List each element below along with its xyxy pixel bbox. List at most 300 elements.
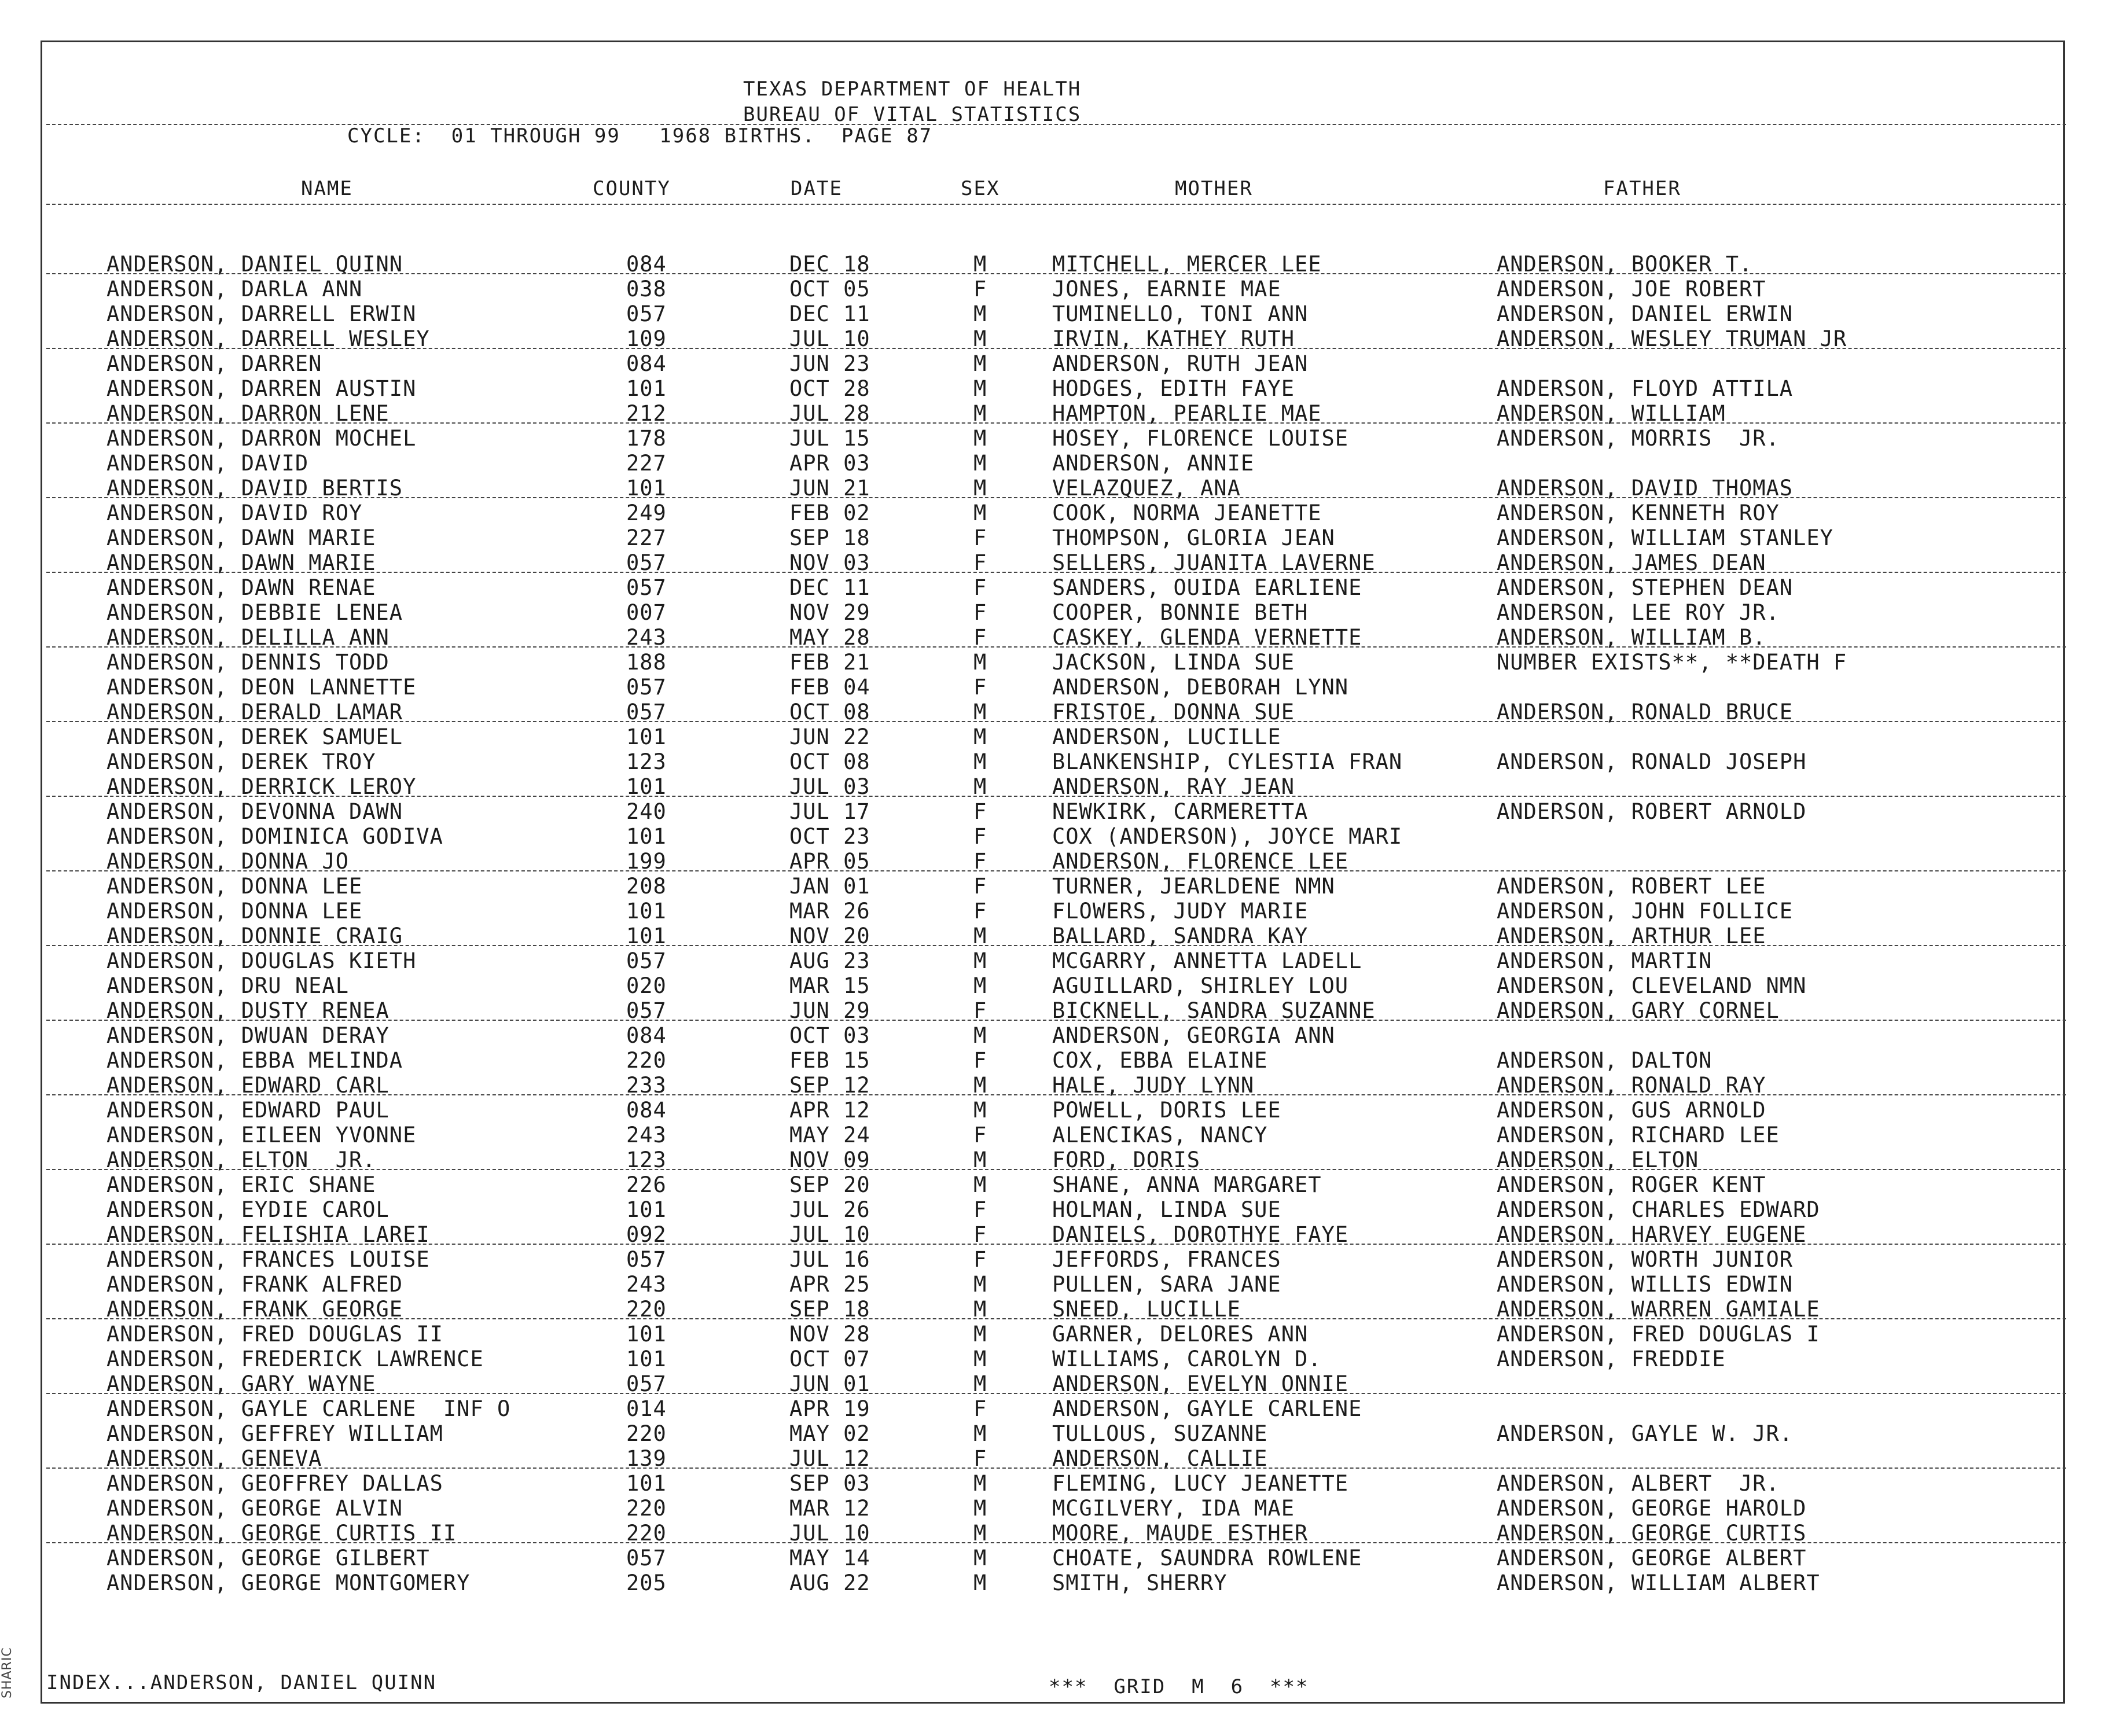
cell-name: ANDERSON, DAVID ROY bbox=[106, 501, 363, 525]
cell-sex: F bbox=[973, 550, 987, 575]
cell-name: ANDERSON, GAYLE CARLENE INF O bbox=[106, 1396, 511, 1421]
cell-sex: F bbox=[973, 1048, 987, 1073]
row-rule bbox=[46, 1094, 2066, 1095]
cell-name: ANDERSON, DRU NEAL bbox=[106, 973, 349, 998]
cell-sex: M bbox=[973, 1421, 987, 1446]
footer-grid: *** GRID M 6 *** bbox=[1049, 1675, 1309, 1698]
cell-date: APR 25 bbox=[789, 1272, 870, 1297]
cell-father: ANDERSON, JOHN FOLLICE bbox=[1497, 899, 1794, 924]
cell-county: 101 bbox=[626, 824, 667, 849]
cell-mother: FLOWERS, JUDY MARIE bbox=[1052, 899, 1309, 924]
cell-date: JUL 16 bbox=[789, 1247, 870, 1272]
cell-county: 243 bbox=[626, 1272, 667, 1297]
cell-father: ANDERSON, WORTH JUNIOR bbox=[1497, 1247, 1794, 1272]
cell-name: ANDERSON, DARRELL ERWIN bbox=[106, 301, 417, 326]
cell-date: OCT 05 bbox=[789, 277, 870, 301]
cell-name: ANDERSON, GEFFREY WILLIAM bbox=[106, 1421, 443, 1446]
cell-sex: F bbox=[973, 675, 987, 700]
cell-county: 220 bbox=[626, 1521, 667, 1546]
cell-sex: M bbox=[973, 1521, 987, 1546]
cell-county: 227 bbox=[626, 525, 667, 550]
cell-mother: ANDERSON, GEORGIA ANN bbox=[1052, 1023, 1335, 1048]
cell-sex: F bbox=[973, 824, 987, 849]
cell-sex: M bbox=[973, 749, 987, 774]
cell-county: 208 bbox=[626, 874, 667, 899]
cell-county: 233 bbox=[626, 1073, 667, 1098]
cell-mother: COX (ANDERSON), JOYCE MARI bbox=[1052, 824, 1403, 849]
cell-county: 057 bbox=[626, 700, 667, 724]
cell-father: ANDERSON, DALTON bbox=[1497, 1048, 1713, 1073]
cell-mother: THOMPSON, GLORIA JEAN bbox=[1052, 525, 1335, 550]
cell-name: ANDERSON, DARLA ANN bbox=[106, 277, 363, 301]
cell-name: ANDERSON, EDWARD PAUL bbox=[106, 1098, 389, 1123]
row-rule bbox=[46, 1020, 2066, 1021]
cell-county: 220 bbox=[626, 1421, 667, 1446]
cell-sex: M bbox=[973, 326, 987, 351]
cell-name: ANDERSON, GEORGE ALVIN bbox=[106, 1496, 403, 1521]
header-subtitle: BUREAU OF VITAL STATISTICS bbox=[743, 103, 1082, 126]
cell-date: SEP 20 bbox=[789, 1172, 870, 1197]
cell-name: ANDERSON, DAVID bbox=[106, 451, 309, 476]
cell-mother: MCGILVERY, IDA MAE bbox=[1052, 1496, 1295, 1521]
row-rule bbox=[46, 1542, 2066, 1543]
cell-date: MAY 02 bbox=[789, 1421, 870, 1446]
cell-date: DEC 18 bbox=[789, 252, 870, 277]
cell-sex: F bbox=[973, 799, 987, 824]
cell-father: ANDERSON, BOOKER T. bbox=[1497, 252, 1753, 277]
cell-county: 240 bbox=[626, 799, 667, 824]
cell-county: 101 bbox=[626, 1347, 667, 1371]
cell-mother: MCGARRY, ANNETTA LADELL bbox=[1052, 948, 1362, 973]
cell-name: ANDERSON, GEORGE GILBERT bbox=[106, 1546, 430, 1571]
cell-name: ANDERSON, DWUAN DERAY bbox=[106, 1023, 389, 1048]
row-rule bbox=[46, 572, 2066, 573]
cell-date: JUL 26 bbox=[789, 1197, 870, 1222]
cell-mother: ANDERSON, LUCILLE bbox=[1052, 724, 1281, 749]
cell-father: ANDERSON, CHARLES EDWARD bbox=[1497, 1197, 1820, 1222]
cell-sex: M bbox=[973, 1147, 987, 1172]
cell-name: ANDERSON, DENNIS TODD bbox=[106, 650, 389, 675]
cell-mother: COOK, NORMA JEANETTE bbox=[1052, 501, 1322, 525]
cell-county: 084 bbox=[626, 252, 667, 277]
cell-father: ANDERSON, WILLIAM B. bbox=[1497, 625, 1766, 650]
cell-name: ANDERSON, FRANK ALFRED bbox=[106, 1272, 403, 1297]
cell-mother: CASKEY, GLENDA VERNETTE bbox=[1052, 625, 1362, 650]
cell-father: ANDERSON, GUS ARNOLD bbox=[1497, 1098, 1766, 1123]
cell-name: ANDERSON, DONNA LEE bbox=[106, 899, 363, 924]
cell-date: JUN 21 bbox=[789, 476, 870, 501]
cell-county: 243 bbox=[626, 1123, 667, 1147]
cell-father: ANDERSON, DANIEL ERWIN bbox=[1497, 301, 1794, 326]
cell-county: 227 bbox=[626, 451, 667, 476]
cell-date: AUG 22 bbox=[789, 1571, 870, 1595]
cell-name: ANDERSON, DONNA LEE bbox=[106, 874, 363, 899]
cell-mother: NEWKIRK, CARMERETTA bbox=[1052, 799, 1309, 824]
cell-mother: MITCHELL, MERCER LEE bbox=[1052, 252, 1322, 277]
cell-county: 101 bbox=[626, 376, 667, 401]
cell-date: FEB 02 bbox=[789, 501, 870, 525]
cell-county: 007 bbox=[626, 600, 667, 625]
cell-name: ANDERSON, FRANK GEORGE bbox=[106, 1297, 403, 1322]
cell-father: ANDERSON, ROGER KENT bbox=[1497, 1172, 1766, 1197]
cell-date: MAR 26 bbox=[789, 899, 870, 924]
cell-mother: SHANE, ANNA MARGARET bbox=[1052, 1172, 1322, 1197]
cell-county: 243 bbox=[626, 625, 667, 650]
cell-sex: F bbox=[973, 575, 987, 600]
cell-sex: F bbox=[973, 1446, 987, 1471]
cell-date: FEB 21 bbox=[789, 650, 870, 675]
cell-date: APR 03 bbox=[789, 451, 870, 476]
cell-county: 057 bbox=[626, 675, 667, 700]
cell-name: ANDERSON, DUSTY RENEA bbox=[106, 998, 389, 1023]
row-rule bbox=[46, 422, 2066, 424]
cell-county: 092 bbox=[626, 1222, 667, 1247]
cell-mother: ANDERSON, FLORENCE LEE bbox=[1052, 849, 1349, 874]
cell-father: NUMBER EXISTS**, **DEATH F bbox=[1497, 650, 1847, 675]
cell-father: ANDERSON, JAMES DEAN bbox=[1497, 550, 1766, 575]
cell-father: ANDERSON, RONALD BRUCE bbox=[1497, 700, 1794, 724]
cell-date: OCT 23 bbox=[789, 824, 870, 849]
cell-county: 101 bbox=[626, 724, 667, 749]
cell-father: ANDERSON, WILLIAM ALBERT bbox=[1497, 1571, 1820, 1595]
cell-mother: TURNER, JEARLDENE NMN bbox=[1052, 874, 1335, 899]
cell-sex: M bbox=[973, 948, 987, 973]
cell-sex: M bbox=[973, 1073, 987, 1098]
cell-name: ANDERSON, DAVID BERTIS bbox=[106, 476, 403, 501]
cell-father: ANDERSON, ARTHUR LEE bbox=[1497, 924, 1766, 948]
cell-mother: ANDERSON, GAYLE CARLENE bbox=[1052, 1396, 1362, 1421]
cell-sex: M bbox=[973, 724, 987, 749]
cell-date: OCT 08 bbox=[789, 700, 870, 724]
cell-mother: ANDERSON, RUTH JEAN bbox=[1052, 351, 1309, 376]
row-rule bbox=[46, 721, 2066, 722]
cell-date: FEB 15 bbox=[789, 1048, 870, 1073]
cell-mother: BICKNELL, SANDRA SUZANNE bbox=[1052, 998, 1376, 1023]
cell-sex: M bbox=[973, 774, 987, 799]
cell-mother: GARNER, DELORES ANN bbox=[1052, 1322, 1309, 1347]
row-rule bbox=[46, 273, 2066, 274]
cell-sex: M bbox=[973, 650, 987, 675]
cell-father: ANDERSON, RONALD RAY bbox=[1497, 1073, 1766, 1098]
cell-father: ANDERSON, RICHARD LEE bbox=[1497, 1123, 1780, 1147]
column-header-father: FATHER bbox=[1603, 177, 1681, 200]
cell-date: JUN 29 bbox=[789, 998, 870, 1023]
cell-name: ANDERSON, GENEVA bbox=[106, 1446, 322, 1471]
cell-mother: ANDERSON, EVELYN ONNIE bbox=[1052, 1371, 1349, 1396]
cell-county: 101 bbox=[626, 924, 667, 948]
cell-name: ANDERSON, DARRELL WESLEY bbox=[106, 326, 430, 351]
cell-date: DEC 11 bbox=[789, 575, 870, 600]
cell-mother: FRISTOE, DONNA SUE bbox=[1052, 700, 1295, 724]
cell-date: NOV 03 bbox=[789, 550, 870, 575]
cell-sex: M bbox=[973, 476, 987, 501]
cell-name: ANDERSON, DEON LANNETTE bbox=[106, 675, 417, 700]
cell-county: 178 bbox=[626, 426, 667, 451]
cell-sex: M bbox=[973, 1172, 987, 1197]
cell-date: OCT 08 bbox=[789, 749, 870, 774]
cell-mother: SMITH, SHERRY bbox=[1052, 1571, 1228, 1595]
cell-sex: M bbox=[973, 426, 987, 451]
cell-date: SEP 18 bbox=[789, 1297, 870, 1322]
row-rule bbox=[46, 348, 2066, 349]
cell-mother: COOPER, BONNIE BETH bbox=[1052, 600, 1309, 625]
cell-father: ANDERSON, CLEVELAND NMN bbox=[1497, 973, 1807, 998]
cell-mother: SANDERS, OUIDA EARLIENE bbox=[1052, 575, 1362, 600]
cell-sex: F bbox=[973, 525, 987, 550]
cell-father: ANDERSON, MARTIN bbox=[1497, 948, 1713, 973]
cell-sex: F bbox=[973, 1197, 987, 1222]
cell-mother: BALLARD, SANDRA KAY bbox=[1052, 924, 1309, 948]
cell-county: 084 bbox=[626, 351, 667, 376]
cell-father: ANDERSON, WARREN GAMIALE bbox=[1497, 1297, 1820, 1322]
cell-mother: TULLOUS, SUZANNE bbox=[1052, 1421, 1268, 1446]
cell-date: JUN 01 bbox=[789, 1371, 870, 1396]
cell-date: SEP 18 bbox=[789, 525, 870, 550]
cell-sex: F bbox=[973, 1396, 987, 1421]
cell-mother: WILLIAMS, CAROLYN D. bbox=[1052, 1347, 1322, 1371]
cell-mother: HOLMAN, LINDA SUE bbox=[1052, 1197, 1281, 1222]
cell-mother: HAMPTON, PEARLIE MAE bbox=[1052, 401, 1322, 426]
cell-county: 101 bbox=[626, 1197, 667, 1222]
cell-county: 057 bbox=[626, 550, 667, 575]
cell-sex: M bbox=[973, 924, 987, 948]
cell-date: NOV 09 bbox=[789, 1147, 870, 1172]
cell-mother: SELLERS, JUANITA LAVERNE bbox=[1052, 550, 1376, 575]
cell-mother: DANIELS, DOROTHYE FAYE bbox=[1052, 1222, 1349, 1247]
cell-mother: FLEMING, LUCY JEANETTE bbox=[1052, 1471, 1349, 1496]
cell-county: 220 bbox=[626, 1496, 667, 1521]
cell-father: ANDERSON, RONALD JOSEPH bbox=[1497, 749, 1807, 774]
cell-name: ANDERSON, DOUGLAS KIETH bbox=[106, 948, 417, 973]
cell-date: APR 12 bbox=[789, 1098, 870, 1123]
cell-father: ANDERSON, JOE ROBERT bbox=[1497, 277, 1766, 301]
cell-county: 038 bbox=[626, 277, 667, 301]
cell-mother: JONES, EARNIE MAE bbox=[1052, 277, 1281, 301]
cell-county: 205 bbox=[626, 1571, 667, 1595]
column-header-date: DATE bbox=[791, 177, 843, 200]
cell-sex: M bbox=[973, 1347, 987, 1371]
cell-mother: COX, EBBA ELAINE bbox=[1052, 1048, 1268, 1073]
row-rule bbox=[46, 1318, 2066, 1319]
cell-name: ANDERSON, DERALD LAMAR bbox=[106, 700, 403, 724]
cell-name: ANDERSON, DEBBIE LENEA bbox=[106, 600, 403, 625]
cell-sex: M bbox=[973, 973, 987, 998]
cell-county: 249 bbox=[626, 501, 667, 525]
row-rule bbox=[46, 1244, 2066, 1245]
cell-father: ANDERSON, MORRIS JR. bbox=[1497, 426, 1780, 451]
cell-mother: BLANKENSHIP, CYLESTIA FRAN bbox=[1052, 749, 1403, 774]
cell-mother: ANDERSON, RAY JEAN bbox=[1052, 774, 1295, 799]
cell-sex: M bbox=[973, 351, 987, 376]
cell-county: 084 bbox=[626, 1023, 667, 1048]
cell-sex: M bbox=[973, 700, 987, 724]
cell-county: 123 bbox=[626, 1147, 667, 1172]
cell-father: ANDERSON, WILLIAM bbox=[1497, 401, 1726, 426]
cell-sex: F bbox=[973, 998, 987, 1023]
cell-sex: M bbox=[973, 1272, 987, 1297]
cell-date: FEB 04 bbox=[789, 675, 870, 700]
cell-mother: AGUILLARD, SHIRLEY LOU bbox=[1052, 973, 1349, 998]
cell-mother: HOSEY, FLORENCE LOUISE bbox=[1052, 426, 1349, 451]
cell-sex: F bbox=[973, 899, 987, 924]
cell-name: ANDERSON, DOMINICA GODIVA bbox=[106, 824, 443, 849]
cell-name: ANDERSON, DARREN bbox=[106, 351, 322, 376]
cell-father: ANDERSON, ELTON bbox=[1497, 1147, 1699, 1172]
cell-county: 057 bbox=[626, 1247, 667, 1272]
cell-county: 084 bbox=[626, 1098, 667, 1123]
cell-mother: MOORE, MAUDE ESTHER bbox=[1052, 1521, 1309, 1546]
cell-sex: M bbox=[973, 1571, 987, 1595]
cell-date: JUL 10 bbox=[789, 326, 870, 351]
cell-father: ANDERSON, STEPHEN DEAN bbox=[1497, 575, 1794, 600]
cell-date: AUG 23 bbox=[789, 948, 870, 973]
cell-date: MAY 28 bbox=[789, 625, 870, 650]
footer-index: INDEX...ANDERSON, DANIEL QUINN bbox=[46, 1671, 437, 1694]
cell-county: 109 bbox=[626, 326, 667, 351]
row-rule bbox=[46, 1467, 2066, 1469]
cell-name: ANDERSON, DAWN MARIE bbox=[106, 550, 376, 575]
cell-sex: F bbox=[973, 277, 987, 301]
cell-county: 014 bbox=[626, 1396, 667, 1421]
cell-mother: ALENCIKAS, NANCY bbox=[1052, 1123, 1268, 1147]
cell-father: ANDERSON, LEE ROY JR. bbox=[1497, 600, 1780, 625]
cell-father: ANDERSON, WESLEY TRUMAN JR bbox=[1497, 326, 1847, 351]
cell-mother: CHOATE, SAUNDRA ROWLENE bbox=[1052, 1546, 1362, 1571]
cell-date: JUL 15 bbox=[789, 426, 870, 451]
cell-county: 212 bbox=[626, 401, 667, 426]
cell-county: 188 bbox=[626, 650, 667, 675]
cell-county: 226 bbox=[626, 1172, 667, 1197]
cell-father: ANDERSON, GARY CORNEL bbox=[1497, 998, 1780, 1023]
row-rule bbox=[46, 1393, 2066, 1394]
cell-father: ANDERSON, FRED DOUGLAS I bbox=[1497, 1322, 1820, 1347]
cell-mother: ANDERSON, CALLIE bbox=[1052, 1446, 1268, 1471]
column-header-rule bbox=[46, 204, 2066, 205]
cell-county: 101 bbox=[626, 774, 667, 799]
cell-father: ANDERSON, ALBERT JR. bbox=[1497, 1471, 1780, 1496]
cell-name: ANDERSON, DEREK TROY bbox=[106, 749, 376, 774]
cell-date: JUL 12 bbox=[789, 1446, 870, 1471]
cell-sex: M bbox=[973, 1023, 987, 1048]
cell-mother: ANDERSON, ANNIE bbox=[1052, 451, 1255, 476]
cell-date: JUN 23 bbox=[789, 351, 870, 376]
cell-name: ANDERSON, DONNIE CRAIG bbox=[106, 924, 403, 948]
cell-sex: M bbox=[973, 1546, 987, 1571]
cell-date: OCT 03 bbox=[789, 1023, 870, 1048]
cell-county: 057 bbox=[626, 301, 667, 326]
cell-date: MAR 15 bbox=[789, 973, 870, 998]
cell-date: JUL 10 bbox=[789, 1521, 870, 1546]
cell-name: ANDERSON, GEORGE MONTGOMERY bbox=[106, 1571, 471, 1595]
cell-sex: M bbox=[973, 1322, 987, 1347]
cell-mother: PULLEN, SARA JANE bbox=[1052, 1272, 1281, 1297]
column-header-sex: SEX bbox=[961, 177, 1000, 200]
cell-father: ANDERSON, GEORGE HAROLD bbox=[1497, 1496, 1807, 1521]
cell-date: NOV 20 bbox=[789, 924, 870, 948]
cell-date: NOV 29 bbox=[789, 600, 870, 625]
cell-name: ANDERSON, EDWARD CARL bbox=[106, 1073, 389, 1098]
cell-father: ANDERSON, WILLIS EDWIN bbox=[1497, 1272, 1794, 1297]
cell-date: MAY 24 bbox=[789, 1123, 870, 1147]
row-rule bbox=[46, 646, 2066, 648]
cell-county: 057 bbox=[626, 948, 667, 973]
cell-father: ANDERSON, ROBERT LEE bbox=[1497, 874, 1766, 899]
cell-sex: F bbox=[973, 625, 987, 650]
cell-mother: HODGES, EDITH FAYE bbox=[1052, 376, 1295, 401]
row-rule bbox=[46, 497, 2066, 498]
cell-sex: F bbox=[973, 1247, 987, 1272]
cell-date: MAR 12 bbox=[789, 1496, 870, 1521]
cell-father: ANDERSON, DAVID THOMAS bbox=[1497, 476, 1794, 501]
cell-county: 199 bbox=[626, 849, 667, 874]
cell-name: ANDERSON, DONNA JO bbox=[106, 849, 349, 874]
cell-name: ANDERSON, FREDERICK LAWRENCE bbox=[106, 1347, 484, 1371]
cell-father: ANDERSON, GAYLE W. JR. bbox=[1497, 1421, 1794, 1446]
cell-county: 057 bbox=[626, 575, 667, 600]
cell-mother: HALE, JUDY LYNN bbox=[1052, 1073, 1255, 1098]
cell-date: OCT 07 bbox=[789, 1347, 870, 1371]
cell-date: DEC 11 bbox=[789, 301, 870, 326]
cell-mother: JEFFORDS, FRANCES bbox=[1052, 1247, 1281, 1272]
cell-father: ANDERSON, FLOYD ATTILA bbox=[1497, 376, 1794, 401]
column-header-county: COUNTY bbox=[593, 177, 671, 200]
cell-sex: M bbox=[973, 501, 987, 525]
cell-father: ANDERSON, KENNETH ROY bbox=[1497, 501, 1780, 525]
cell-county: 220 bbox=[626, 1048, 667, 1073]
cell-date: OCT 28 bbox=[789, 376, 870, 401]
cell-name: ANDERSON, FRANCES LOUISE bbox=[106, 1247, 430, 1272]
cell-sex: M bbox=[973, 1496, 987, 1521]
cell-mother: TUMINELLO, TONI ANN bbox=[1052, 301, 1309, 326]
cell-date: MAY 14 bbox=[789, 1546, 870, 1571]
cell-name: ANDERSON, DERRICK LEROY bbox=[106, 774, 417, 799]
cell-sex: M bbox=[973, 1098, 987, 1123]
cell-date: APR 19 bbox=[789, 1396, 870, 1421]
cell-date: NOV 28 bbox=[789, 1322, 870, 1347]
cell-date: SEP 03 bbox=[789, 1471, 870, 1496]
cell-mother: VELAZQUEZ, ANA bbox=[1052, 476, 1241, 501]
cell-sex: M bbox=[973, 376, 987, 401]
cell-county: 101 bbox=[626, 476, 667, 501]
cell-sex: M bbox=[973, 252, 987, 277]
cell-date: JUL 17 bbox=[789, 799, 870, 824]
cell-county: 101 bbox=[626, 899, 667, 924]
cell-mother: SNEED, LUCILLE bbox=[1052, 1297, 1241, 1322]
cell-county: 057 bbox=[626, 1546, 667, 1571]
cell-county: 057 bbox=[626, 1371, 667, 1396]
cell-father: ANDERSON, GEORGE CURTIS bbox=[1497, 1521, 1807, 1546]
cell-county: 220 bbox=[626, 1297, 667, 1322]
cell-name: ANDERSON, GEOFFREY DALLAS bbox=[106, 1471, 443, 1496]
cell-name: ANDERSON, DAWN RENAE bbox=[106, 575, 376, 600]
cell-sex: F bbox=[973, 874, 987, 899]
cell-name: ANDERSON, DAWN MARIE bbox=[106, 525, 376, 550]
cell-date: JUL 10 bbox=[789, 1222, 870, 1247]
cell-sex: M bbox=[973, 1471, 987, 1496]
cell-date: APR 05 bbox=[789, 849, 870, 874]
cell-name: ANDERSON, DEVONNA DAWN bbox=[106, 799, 403, 824]
cell-county: 057 bbox=[626, 998, 667, 1023]
cell-name: ANDERSON, FELISHIA LAREI bbox=[106, 1222, 430, 1247]
cell-date: JUN 22 bbox=[789, 724, 870, 749]
cell-name: ANDERSON, GARY WAYNE bbox=[106, 1371, 376, 1396]
cell-sex: M bbox=[973, 301, 987, 326]
cell-date: SEP 12 bbox=[789, 1073, 870, 1098]
cell-name: ANDERSON, FRED DOUGLAS II bbox=[106, 1322, 443, 1347]
cell-father: ANDERSON, FREDDIE bbox=[1497, 1347, 1726, 1371]
cell-mother: POWELL, DORIS LEE bbox=[1052, 1098, 1281, 1123]
cell-father: ANDERSON, ROBERT ARNOLD bbox=[1497, 799, 1807, 824]
